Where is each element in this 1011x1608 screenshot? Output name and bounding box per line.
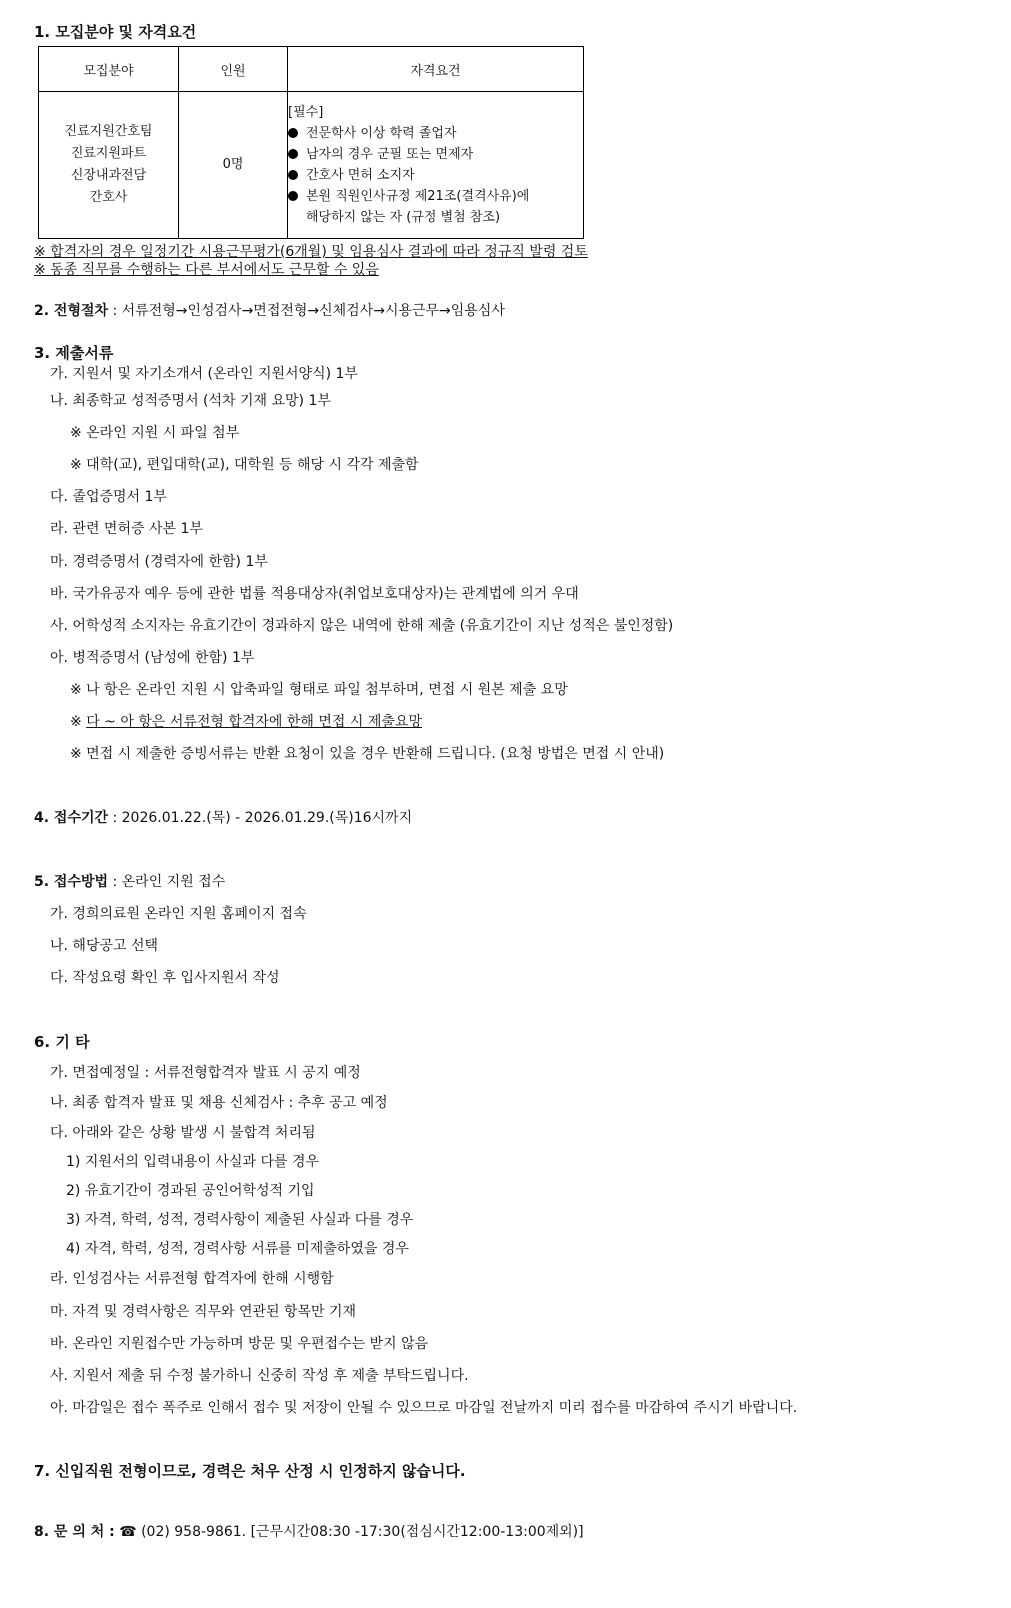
- req-item: [288, 186, 583, 207]
- section-4-title: 4. 접수기간: [34, 810, 109, 826]
- req-title: [필수]: [288, 105, 324, 120]
- doc-item: 라. 관련 면허증 사본 1부: [50, 521, 203, 537]
- req-item: [288, 123, 583, 144]
- section-7: 7. 신입직원 전형이므로, 경력은 처우 산정 시 인정하지 않습니다.: [34, 1462, 466, 1480]
- req-item-text: 본원 직원인사규정 제21조(결격사유)에: [306, 189, 530, 204]
- section-3-title: 3. 제출서류: [34, 344, 114, 362]
- etc-item: 사. 지원서 제출 뒤 수정 불가하니 신중히 작성 후 제출 부탁드립니다.: [50, 1368, 469, 1384]
- doc-item: 다. 졸업증명서 1부: [50, 489, 167, 505]
- etc-item: 마. 자격 및 경력사항은 직무와 연관된 항목만 기재: [50, 1304, 357, 1320]
- section-2: [34, 302, 505, 320]
- section-8: [34, 1523, 584, 1541]
- doc-item: 마. 경력증명서 (경력자에 한함) 1부: [50, 554, 268, 570]
- requirements-cell: [288, 92, 584, 239]
- section-1-title: 1. 모집분야 및 자격요건: [34, 23, 197, 41]
- header-requirements: 자격요건: [288, 47, 584, 92]
- req-item-text: 전문학사 이상 학력 졸업자: [306, 126, 457, 141]
- doc-note: ※ 면접 시 제출한 증빙서류는 반환 요청이 있을 경우 반환해 드립니다. (요청 방법은 면접 시 안내): [70, 746, 665, 762]
- field-cell: [39, 92, 179, 239]
- note-prefix: ※: [70, 714, 87, 730]
- doc-note: ※ 온라인 지원 시 파일 첨부: [70, 425, 240, 441]
- etc-item: 라. 인성검사는 서류전형 합격자에 한해 시행함: [50, 1271, 334, 1287]
- section-5: [34, 873, 225, 891]
- etc-item: 다. 아래와 같은 상황 발생 시 불합격 처리됨: [50, 1125, 316, 1141]
- doc-item: 바. 국가유공자 예우 등에 관한 법률 적용대상자(취업보호대상자)는 관계법에 의거 우대: [50, 586, 579, 602]
- header-field: 모집분야: [39, 47, 179, 92]
- section-6-title: 6. 기 타: [34, 1033, 90, 1051]
- note-underlined: 다 ~ 아 항은 서류전형 합격자에 한해 면접 시 제출요망: [86, 714, 422, 730]
- doc-note: ※ 대학(교), 편입대학(교), 대학원 등 해당 시 각각 제출함: [70, 457, 419, 473]
- section-2-text: : 서류전형→인성검사→면접전형→신체검사→시용근무→임용심사: [108, 303, 505, 319]
- doc-item: 나. 최종학교 성적증명서 (석차 기재 요망) 1부: [50, 393, 331, 409]
- method-item: 가. 경희의료원 온라인 지원 홈페이지 접속: [50, 906, 307, 922]
- phone-icon: ☎: [119, 1524, 137, 1540]
- etc-subitem: 3) 자격, 학력, 성적, 경력사항이 제출된 사실과 다를 경우: [66, 1212, 414, 1228]
- bullet-icon: [288, 191, 298, 201]
- section-8-title: 8. 문 의 처 :: [34, 1524, 115, 1540]
- field-line: 간호사: [89, 190, 128, 205]
- req-item-text: 간호사 면허 소지자: [306, 168, 415, 183]
- req-item: [288, 144, 583, 165]
- bullet-icon: [288, 170, 298, 180]
- table-body-row: [39, 92, 584, 239]
- etc-subitem: 2) 유효기간이 경과된 공인어학성적 기입: [66, 1183, 315, 1199]
- method-item: 나. 해당공고 선택: [50, 938, 159, 954]
- section-2-title: 2. 전형절차: [34, 303, 109, 319]
- req-item-text: 남자의 경우 군필 또는 면제자: [306, 147, 474, 162]
- header-count: 인원: [179, 47, 288, 92]
- field-line: 진료지원간호팀: [64, 124, 153, 139]
- req-item-continuation: 해당하지 않는 자 (규정 별첨 참조): [306, 210, 501, 225]
- doc-item: 아. 병적증명서 (남성에 한함) 1부: [50, 650, 255, 666]
- section-5-text: : 온라인 지원 접수: [108, 874, 226, 890]
- note-probation: ※ 합격자의 경우 일정기간 시용근무평가(6개월) 및 임용심사 결과에 따라 정규직 발령 검토: [34, 244, 588, 260]
- section-5-title: 5. 접수방법: [34, 874, 109, 890]
- etc-item: 바. 온라인 지원접수만 가능하며 방문 및 우편접수는 받지 않음: [50, 1336, 429, 1352]
- etc-item: 아. 마감일은 접수 폭주로 인해서 접수 및 저장이 안될 수 있으므로 마감일 전날까지 미리 접수를 마감하여 주시기 바랍니다.: [50, 1400, 798, 1416]
- etc-subitem: 1) 지원서의 입력내용이 사실과 다를 경우: [66, 1154, 320, 1170]
- etc-item: 가. 면접예정일 : 서류전형합격자 발표 시 공지 예정: [50, 1065, 361, 1081]
- etc-subitem: 4) 자격, 학력, 성적, 경력사항 서류를 미제출하였을 경우: [66, 1241, 409, 1257]
- section-4: [34, 809, 412, 827]
- doc-item: 가. 지원서 및 자기소개서 (온라인 지원서양식) 1부: [50, 366, 358, 382]
- table-header-row: [39, 47, 584, 92]
- doc-note: ※ 나 항은 온라인 지원 시 압축파일 형태로 파일 첨부하며, 면접 시 원본 제출 요망: [70, 682, 568, 698]
- field-line: 신장내과전담: [70, 168, 147, 183]
- req-item: [288, 165, 583, 186]
- method-item: 다. 작성요령 확인 후 입사지원서 작성: [50, 970, 280, 986]
- field-line: 진료지원파트: [70, 146, 147, 161]
- count-cell: 0명: [179, 92, 288, 239]
- doc-note-interview: [70, 713, 422, 731]
- requirements-table: [38, 46, 584, 239]
- note-other-dept: ※ 동종 직무를 수행하는 다른 부서에서도 근무할 수 있음: [34, 262, 379, 278]
- etc-item: 나. 최종 합격자 발표 및 채용 신체검사 : 추후 공고 예정: [50, 1095, 388, 1111]
- section-4-text: : 2026.01.22.(목) - 2026.01.29.(목)16시까지: [108, 810, 413, 826]
- section-8-text: (02) 958-9861. [근무시간08:30 -17:30(점심시간12:00-13:00제외)]: [136, 1524, 584, 1540]
- bullet-icon: [288, 149, 298, 159]
- bullet-icon: [288, 128, 298, 138]
- doc-item: 사. 어학성적 소지자는 유효기간이 경과하지 않은 내역에 한해 제출 (유효기간이 지난 성적은 불인정함): [50, 618, 674, 634]
